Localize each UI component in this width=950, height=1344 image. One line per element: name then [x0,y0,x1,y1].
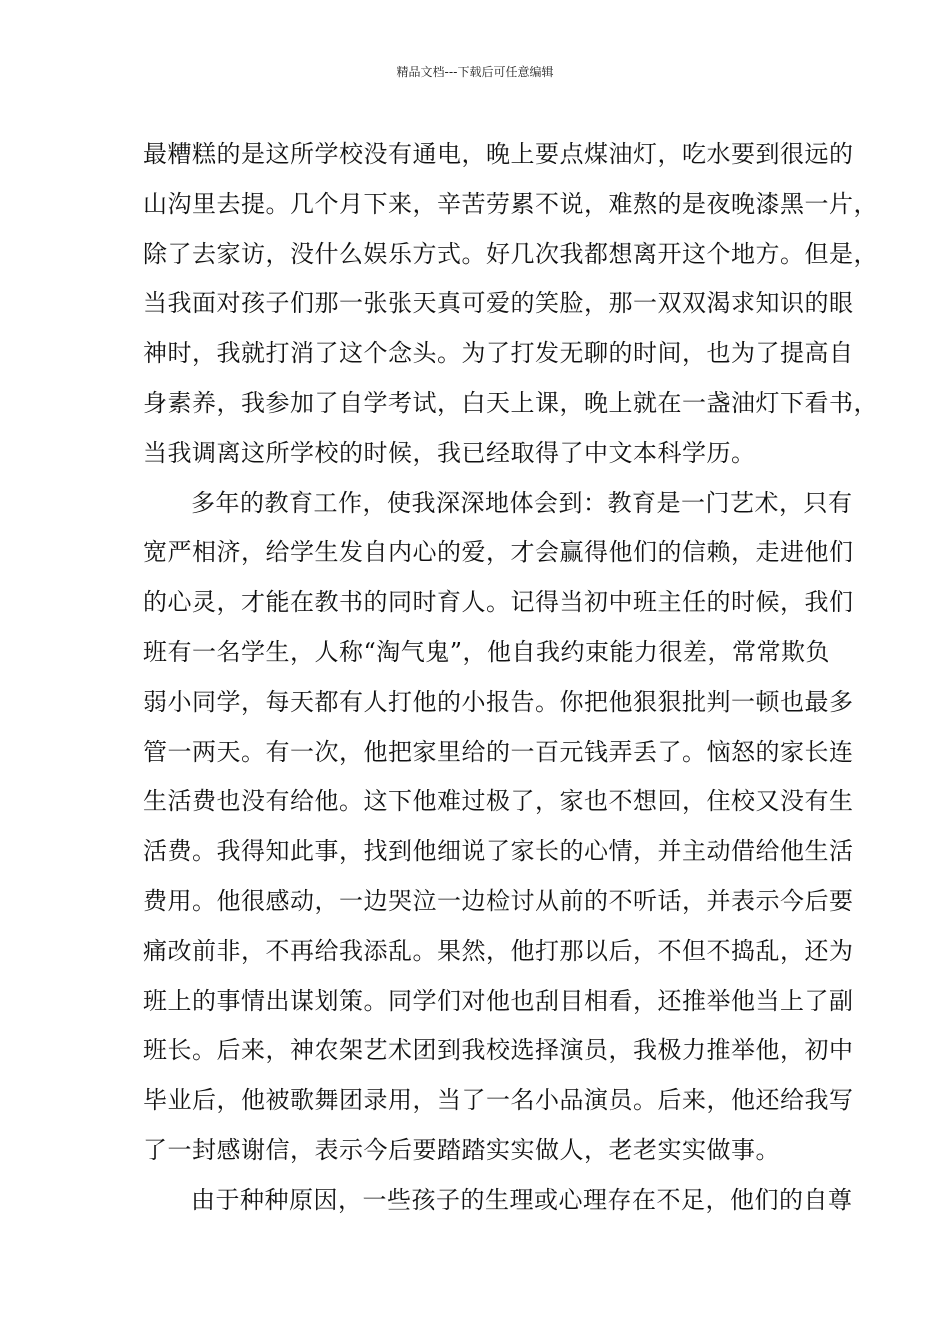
text-line: 毕业后，他被歌舞团录用，当了一名小品演员。后来，他还给我写 [143,1086,854,1115]
text-line: 痛改前非，不再给我添乱。果然，他打那以后，不但不捣乱，还为 [143,936,854,965]
text-line: 费用。他很感动，一边哭泣一边检讨从前的不听话，并表示今后要 [143,886,854,915]
body-text [143,130,878,1226]
paragraph-start-line: 多年的教育工作，使我深深地体会到：教育是一门艺术，只有 [191,488,853,517]
text-line: 身素养，我参加了自学考试，白天上课，晚上就在一盏油灯下看书， [143,388,878,417]
text-line: 最糟糕的是这所学校没有通电，晚上要点煤油灯，吃水要到很远的 [143,140,854,168]
text-line: 班长。后来，神农架艺术团到我校选择演员，我极力推举他，初中 [143,1036,854,1065]
text-line: 除了去家访，没什么娱乐方式。好几次我都想离开这个地方。但是， [143,239,878,268]
text-line: 弱小同学，每天都有人打他的小报告。你把他狠狠批判一顿也最多 [143,687,854,716]
text-line: 了一封感谢信，表示今后要踏踏实实做人，老老实实做事。 [143,1135,780,1164]
text-line: 管一两天。有一次，他把家里给的一百元钱弄丢了。恼怒的家长连 [143,737,854,766]
paragraph-start-line: 由于种种原因，一些孩子的生理或心理存在不足，他们的自尊 [191,1185,853,1214]
text-line: 当我调离这所学校的时候，我已经取得了中文本科学历。 [143,438,756,467]
text-line: 班有一名学生，人称“淘气鬼”，他自我约束能力很差，常常欺负 [143,637,831,666]
text-line: 活费。我得知此事，找到他细说了家长的心情，并主动借给他生活 [143,837,854,866]
text-line: 山沟里去提。几个月下来，辛苦劳累不说，难熬的是夜晚漆黑一片， [143,189,878,218]
page-header: 精品文档---下载后可任意编辑 [396,65,554,79]
text-line: 班上的事情出谋划策。同学们对他也刮目相看，还推举他当上了副 [143,986,854,1015]
text-line: 生活费也没有给他。这下他难过极了，家也不想回，住校又没有生 [143,787,854,816]
text-line: 宽严相济，给学生发自内心的爱，才会赢得他们的信赖，走进他们 [143,538,854,567]
text-line: 神时，我就打消了这个念头。为了打发无聊的时间，也为了提高自 [143,339,854,368]
text-line: 当我面对孩子们那一张张天真可爱的笑脸，那一双双渴求知识的眼 [143,289,854,318]
text-line: 的心灵，才能在教书的同时育人。记得当初中班主任的时候，我们 [143,588,854,617]
